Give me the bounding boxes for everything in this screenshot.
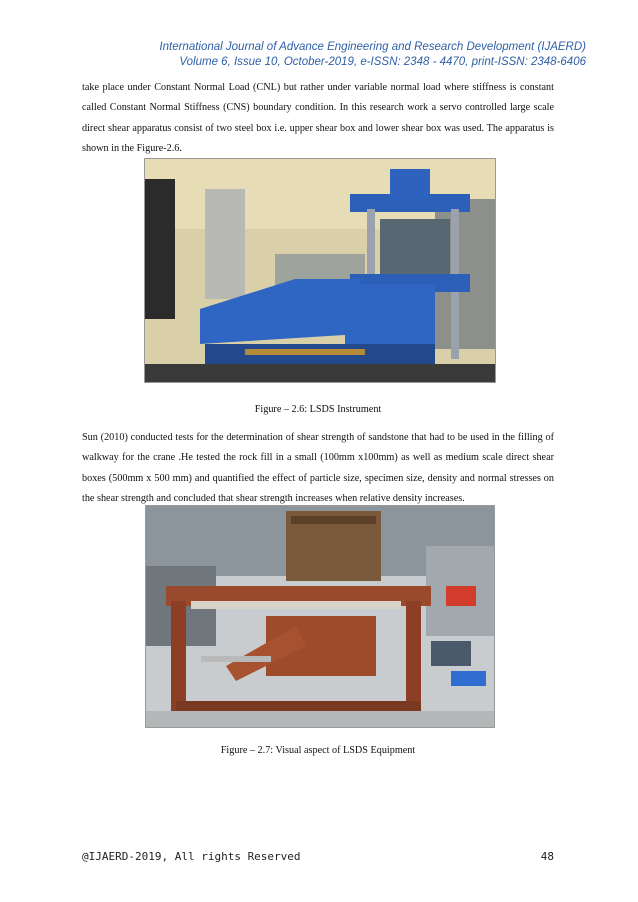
page-number: 48 (540, 850, 554, 863)
journal-volume-issn: Volume 6, Issue 10, October-2019, e-ISSN: 2348 - 4470, print-ISSN: 2348-6406 (179, 56, 586, 68)
figure-2-6-caption: Figure – 2.6: LSDS Instrument (254, 404, 382, 415)
figure-2-7-photo (145, 505, 495, 728)
paragraph-cns-boundary: take place under Constant Normal Load (CNL) but rather under variable normal load where stiffness is constant called Constant Normal Stiffness (CNS) boundary condition. In this research work a servo controlled large scale direct shear apparatus consist of two steel box i.e. upper shear box and lower shear box was used. The apparatus is shown in the Figure-2.6. (82, 82, 554, 154)
copyright-notice: @IJAERD-2019, All rights Reserved (82, 850, 301, 863)
paragraph-sun-2010: Sun (2010) conducted tests for the determination of shear strength of sandstone that had to be used in the filling of walkway for the crane .He tested the rock fill in a small (100mm x100mm) as well as medium scale direct shear boxes (500mm x 500 mm) and quantified the effect of particle size, specimen size, density and normal stresses on the shear strength and concluded that shear strength increases when relative density increases. (82, 432, 554, 504)
journal-header (66, 40, 586, 70)
figure-2-7-caption: Figure – 2.7: Visual aspect of LSDS Equipment (220, 745, 416, 756)
lsds-equipment-image (146, 506, 494, 727)
figure-2-6-photo (144, 158, 496, 383)
journal-title: International Journal of Advance Engineering and Research Development (IJAERD) (159, 41, 586, 53)
page-footer (82, 850, 554, 863)
lsds-instrument-image (145, 159, 495, 382)
